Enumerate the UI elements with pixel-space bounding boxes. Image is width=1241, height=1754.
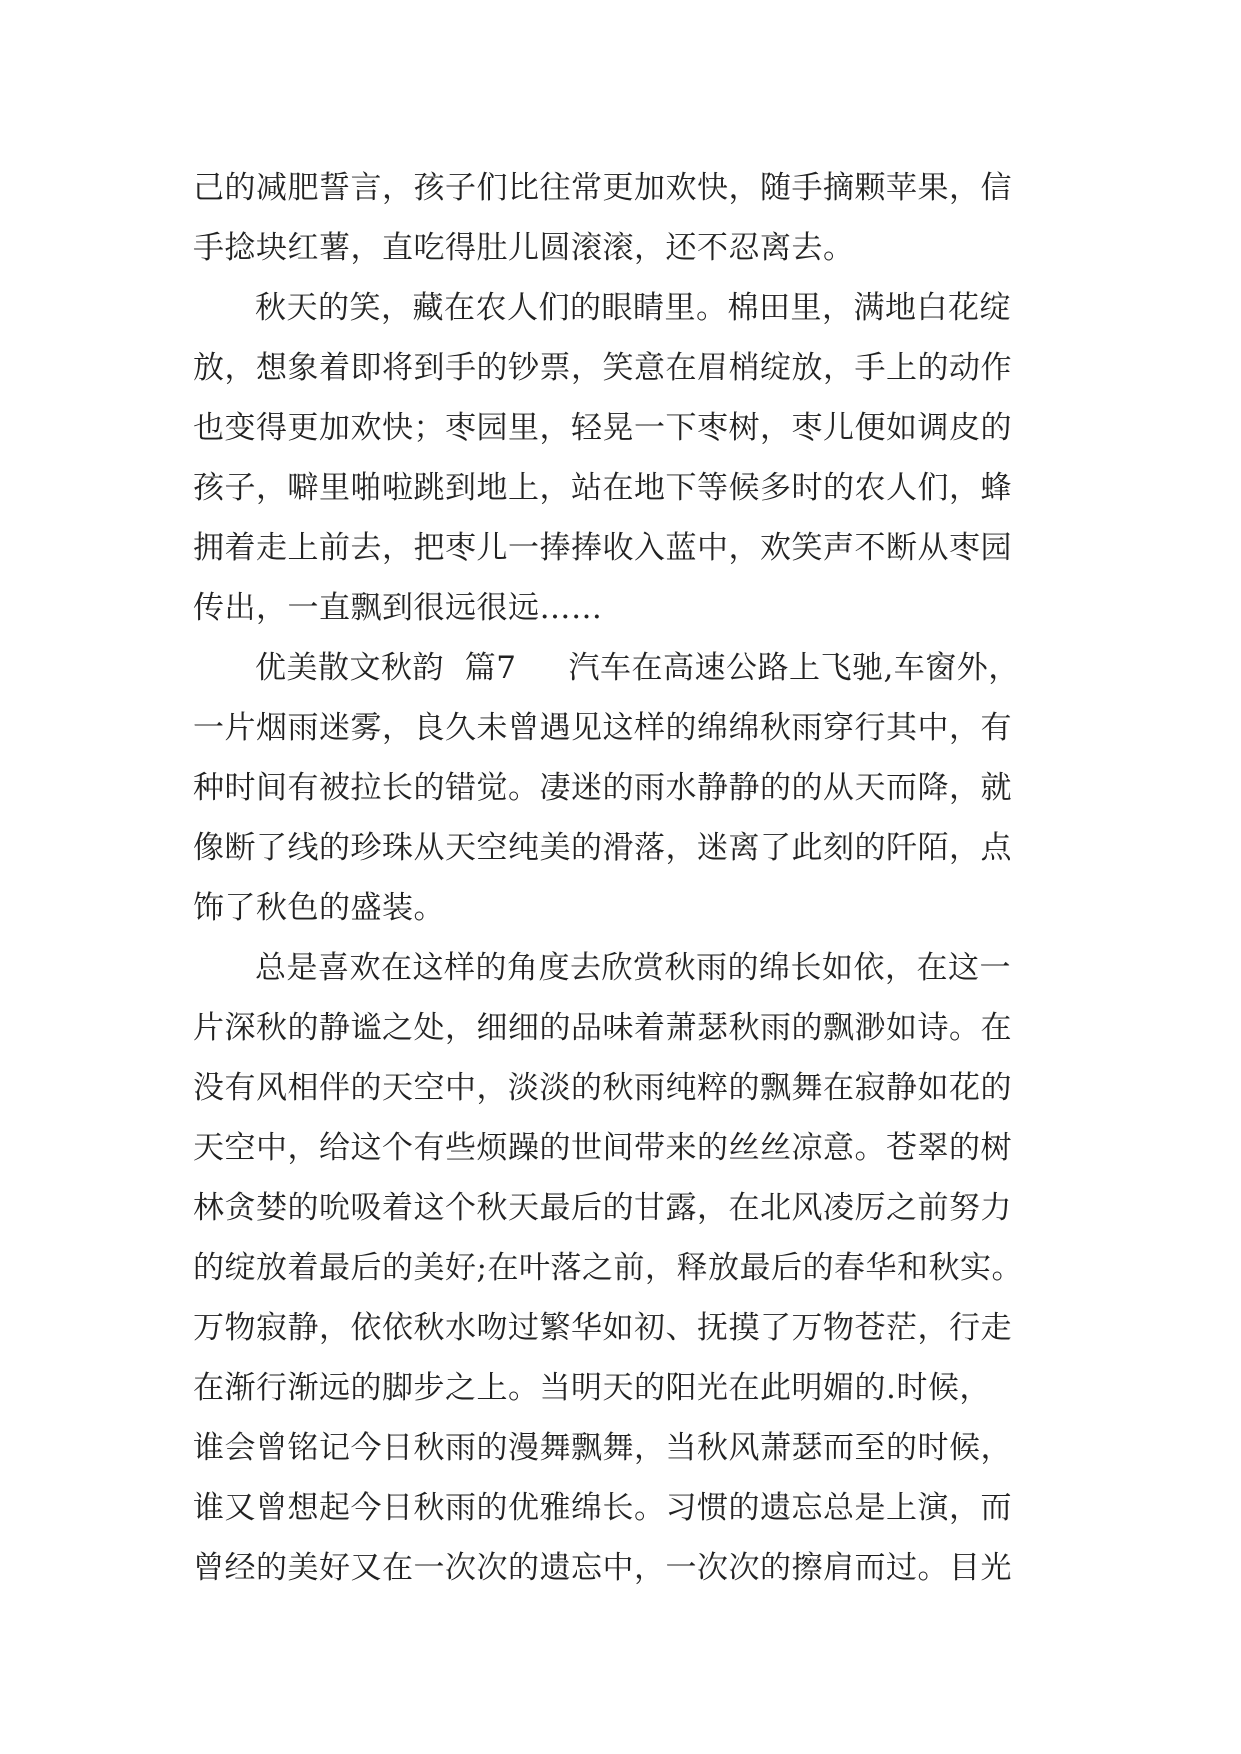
text-line: 传出，一直飘到很远很远…… bbox=[193, 590, 603, 626]
text-line: 在渐行渐远的脚步之上。当明天的阳光在此明媚的.时候， bbox=[193, 1370, 991, 1406]
text-line: 像断了线的珍珠从天空纯美的滑落，迷离了此刻的阡陌，点 bbox=[193, 830, 1012, 866]
text-line: 放，想象着即将到手的钞票，笑意在眉梢绽放，手上的动作 bbox=[193, 350, 1012, 386]
text-line: 手捻块红薯，直吃得肚儿圆滚滚，还不忍离去。 bbox=[193, 230, 855, 266]
text-line: 饰了秋色的盛装。 bbox=[193, 890, 445, 926]
text-line: 拥着走上前去，把枣儿一捧捧收入蓝中，欢笑声不断从枣园 bbox=[193, 530, 1012, 566]
text-line: 孩子，噼里啪啦跳到地上，站在地下等候多时的农人们，蜂 bbox=[193, 470, 1012, 506]
text-line: 没有风相伴的天空中，淡淡的秋雨纯粹的飘舞在寂静如花的 bbox=[193, 1070, 1012, 1106]
text-line: 片深秋的静谧之处，细细的品味着萧瑟秋雨的飘渺如诗。在 bbox=[193, 1010, 1012, 1046]
paragraph-start-line: 秋天的笑，藏在农人们的眼睛里。棉田里，满地白花绽 bbox=[255, 290, 1011, 326]
text-line: 一片烟雨迷雾，良久未曾遇见这样的绵绵秋雨穿行其中，有 bbox=[193, 710, 1012, 746]
text-line: 林贪婪的吮吸着这个秋天最后的甘露，在北风凌厉之前努力 bbox=[193, 1190, 1012, 1226]
section-title: 优美散文秋韵 bbox=[255, 650, 444, 686]
text-line: 天空中，给这个有些烦躁的世间带来的丝丝凉意。苍翠的树 bbox=[193, 1130, 1012, 1166]
paragraph-start-line: 总是喜欢在这样的角度去欣赏秋雨的绵长如依，在这一 bbox=[255, 950, 1011, 986]
text-line: 谁会曾铭记今日秋雨的漫舞飘舞，当秋风萧瑟而至的时候， bbox=[193, 1430, 1012, 1466]
text-line: 的绽放着最后的美好;在叶落之前，释放最后的春华和秋实。 bbox=[193, 1250, 1023, 1286]
section-number: 篇7 bbox=[464, 650, 517, 686]
text-line: 也变得更加欢快；枣园里，轻晃一下枣树，枣儿便如调皮的 bbox=[193, 410, 1012, 446]
text-line: 己的减肥誓言，孩子们比往常更加欢快，随手摘颗苹果，信 bbox=[193, 170, 1012, 206]
section-heading-line bbox=[193, 638, 1053, 698]
text-line: 种时间有被拉长的错觉。凄迷的雨水静静的的从天而降，就 bbox=[193, 770, 1012, 806]
text-line: 谁又曾想起今日秋雨的优雅绵长。习惯的遗忘总是上演，而 bbox=[193, 1490, 1012, 1526]
text-line: 万物寂静，依依秋水吻过繁华如初、抚摸了万物苍茫，行走 bbox=[193, 1310, 1012, 1346]
section-first-sentence: 汽车在高速公路上飞驰,车窗外， bbox=[568, 650, 1020, 686]
article-body bbox=[193, 158, 1053, 1598]
text-line: 曾经的美好又在一次次的遗忘中，一次次的擦肩而过。目光 bbox=[193, 1550, 1012, 1586]
